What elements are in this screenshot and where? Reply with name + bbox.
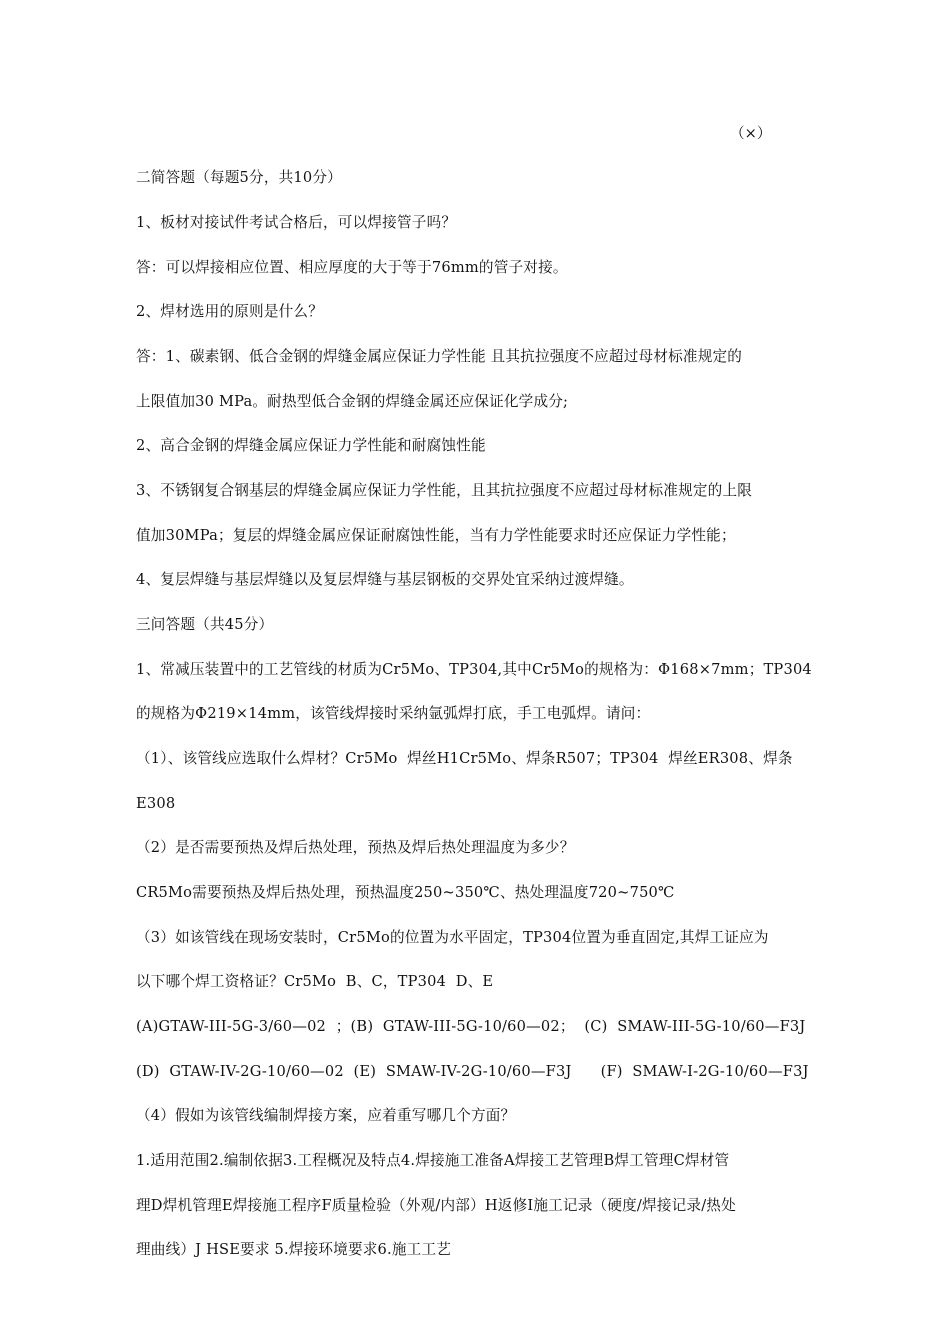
sub-question-4-text: （4）假如为该管线编制焊接方案，应着重写哪几个方面？: [136, 1107, 516, 1124]
case-question-line-1: 1、常减压装置中的工艺管线的材质为Cr5Mo、TP304,其中Cr5Mo的规格为：Φ168×7mm；TP304: [136, 661, 812, 678]
answer-2-line-3: 2、高合金钢的焊缝金属应保证力学性能和耐腐蚀性能: [136, 437, 486, 454]
answer-1-text: 答：可以焊接相应位置、相应厚度的大于等于76mm的管子对接。: [136, 259, 568, 276]
question-2-text: 2、焊材选用的原则是什么？: [136, 303, 324, 320]
options-line-1: (A)GTAW-III-5G-3/60—02 ；(B) GTAW-III-5G-10/60—02； (C) SMAW-III-5G-10/60—F3J: [136, 1018, 806, 1035]
case-question-line-2: 的规格为Φ219×14mm，该管线焊接时采纳氩弧焊打底，手工电弧焊。请问：: [136, 705, 651, 722]
question-1-text: 1、板材对接试件考试合格后，可以焊接管子吗？: [136, 214, 457, 231]
sub-question-1-line-2: E308: [136, 795, 176, 812]
sub-answer-4-line-1: 1.适用范围2.编制依据3.工程概况及特点4.焊接施工准备A焊接工艺管理B焊工管理C焊材管: [136, 1152, 730, 1169]
sub-answer-4-line-3: 理曲线）J HSE要求 5.焊接环境要求6.施工工艺: [136, 1241, 452, 1258]
answer-2-line-5: 值加30MPa；复层的焊缝金属应保证耐腐蚀性能，当有力学性能要求时还应保证力学性能；: [136, 527, 736, 544]
answer-2-line-6: 4、复层焊缝与基层焊缝以及复层焊缝与基层钢板的交界处宜采纳过渡焊缝。: [136, 571, 634, 588]
options-line-2: (D) GTAW-IV-2G-10/60—02 (E) SMAW-IV-2G-10/60—F3J (F) SMAW-I-2G-10/60—F3J: [136, 1063, 809, 1080]
sub-question-2-text: （2）是否需要预热及焊后热处理，预热及焊后热处理温度为多少？: [136, 839, 575, 856]
sub-question-3-line-2: 以下哪个焊工资格证？Cr5Mo B、C，TP304 D、E: [136, 973, 494, 990]
answer-2-line-1: 答：1、碳素钢、低合金钢的焊缝金属应保证力学性能 且其抗拉强度不应超过母材标准规定的: [136, 348, 743, 365]
sub-answer-2-text: CR5Mo需要预热及焊后热处理，预热温度250~350℃、热处理温度720~750℃: [136, 884, 675, 901]
section-heading-short-answer: 二简答题（每题5分，共10分）: [136, 169, 342, 186]
judgement-mark: （×）: [730, 125, 772, 142]
section-heading-questions: 三问答题（共45分）: [136, 616, 274, 633]
sub-question-1-line-1: （1）、该管线应选取什么焊材？Cr5Mo 焊丝H1Cr5Mo、焊条R507；TP304 焊丝ER308、焊条: [136, 750, 793, 767]
sub-answer-4-line-2: 理D焊机管理E焊接施工程序F质量检验（外观/内部）H返修I施工记录（硬度/焊接记录/热处: [136, 1197, 736, 1214]
answer-2-line-4: 3、不锈钢复合钢基层的焊缝金属应保证力学性能，且其抗拉强度不应超过母材标准规定的上限: [136, 482, 753, 499]
answer-2-line-2: 上限值加30 MPa。耐热型低合金钢的焊缝金属还应保证化学成分;: [136, 393, 569, 410]
sub-question-3-line-1: （3）如该管线在现场安装时，Cr5Mo的位置为水平固定，TP304位置为垂直固定,其焊工证应为: [136, 929, 769, 946]
